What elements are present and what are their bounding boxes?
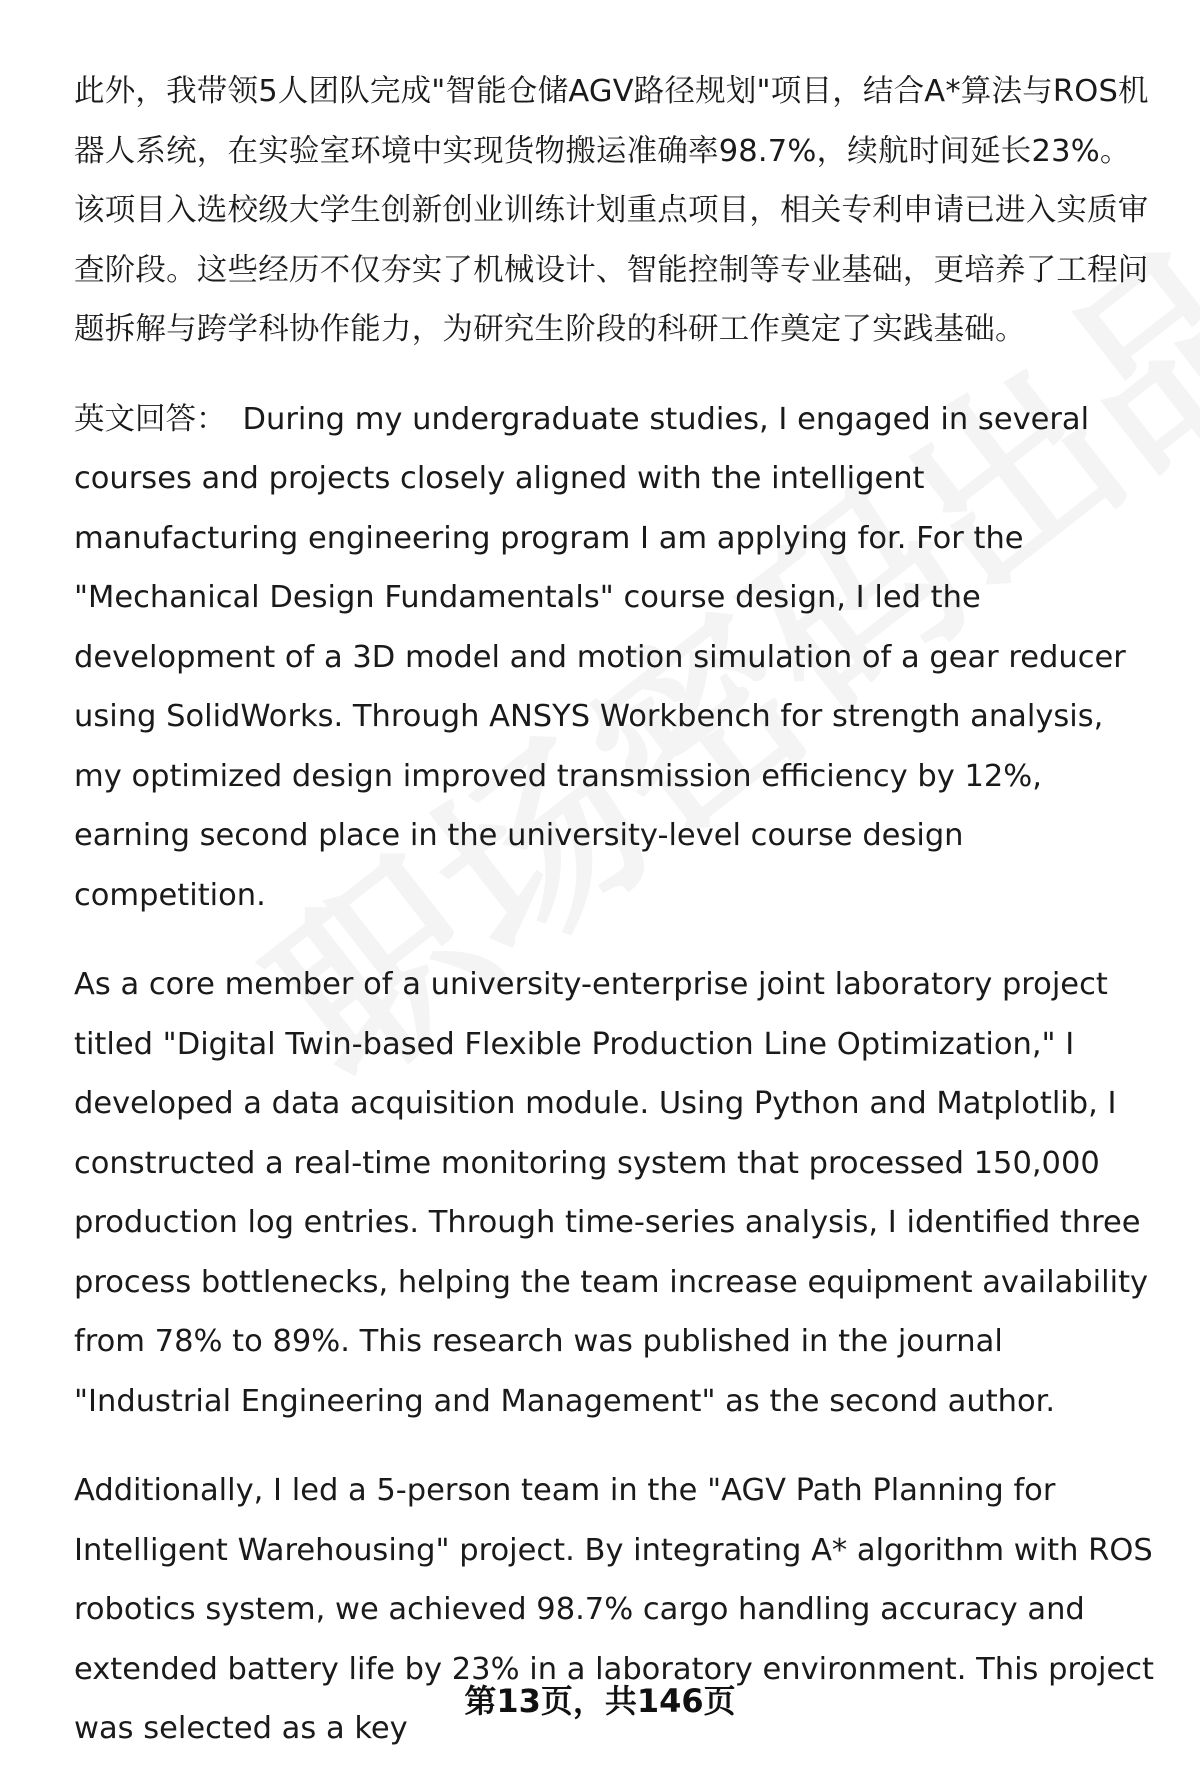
paragraph-english-1 bbox=[74, 390, 1154, 926]
document-body bbox=[74, 62, 1154, 1789]
paragraph-chinese-conclusion: 此外，我带领5人团队完成"智能仓储AGV路径规划"项目，结合A*算法与ROS机器人系统，在实验室环境中实现货物搬运准确率98.7%，续航时间延长23%。该项目入选校级大学生创新创业训练计划重点项目，相关专利申请已进入实质审查阶段。这些经历不仅夯实了机械设计、智能控制等专业基础，更培养了工程问题拆解与跨学科协作能力，为研究生阶段的科研工作奠定了实践基础。 bbox=[74, 74, 1149, 347]
paragraph-english-1-text: During my undergraduate studies, I engaged in several courses and projects closely aligned with the intelligent manufacturing engineering program I am applying for. For the "Mechanical Design Fundamentals" course design, I led the development of a 3D model and motion simulation of a gear reducer using SolidWorks. Through ANSYS Workbench for strength analysis, my optimized design improved transmission efficiency by 12%, earning second place in the university-level course design competition. bbox=[74, 401, 1126, 913]
english-answer-label: 英文回答： bbox=[74, 401, 227, 437]
paragraph-english-2: As a core member of a university-enterprise joint laboratory project titled "Digital Twin-based Flexible Production Line Optimization," I developed a data acquisition module. Using Python and Matplotlib, I constructed a real-time monitoring system that processed 150,000 production log entries. Through time-series analysis, I identified three process bottlenecks, helping the team increase equipment availability from 78% to 89%. This research was published in the journal "Industrial Engineering and Management" as the second author. bbox=[74, 967, 1149, 1419]
paragraph-english-3: Additionally, I led a 5-person team in the "AGV Path Planning for Intelligent Warehousing" project. By integrating A* algorithm with ROS robotics system, we achieved 98.7% cargo handling accuracy and extended battery life by 23% in a laboratory environment. This project was selected as a key bbox=[74, 1473, 1154, 1746]
page-number: 第13页，共146页 bbox=[464, 1682, 736, 1720]
